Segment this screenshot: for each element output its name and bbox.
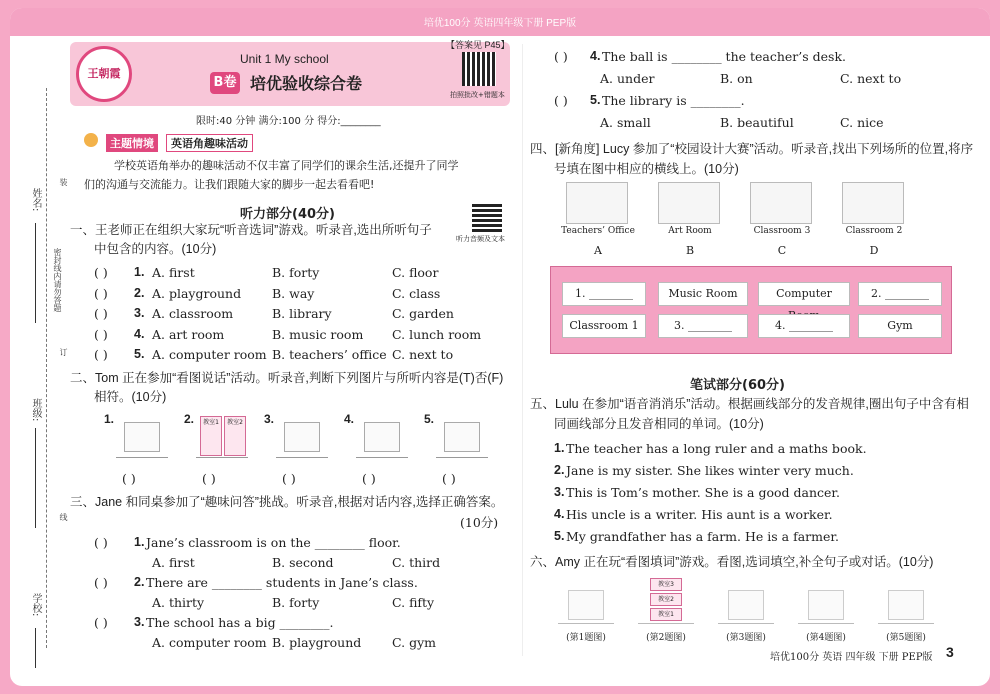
paper-badge: B卷 <box>210 72 240 94</box>
sentence-number: 4. <box>554 507 565 521</box>
illustration <box>444 422 480 452</box>
s2-instruction-1: 二、Tom 正在参加“看图说话”活动。听录音,判断下列图片与所听内容是(T)否(F) <box>70 371 504 385</box>
illustration <box>728 590 764 620</box>
answer-paren[interactable]: ( ) <box>442 471 456 486</box>
option-b[interactable]: B. forty <box>272 265 320 280</box>
question-number: 5. <box>134 347 145 361</box>
answer-paren[interactable]: ( ) <box>94 535 108 550</box>
theme-topic: 英语角趣味活动 <box>166 134 253 152</box>
qr-code-icon[interactable] <box>462 52 496 86</box>
answer-paren[interactable]: ( ) <box>554 49 568 64</box>
option-b[interactable]: B. library <box>272 306 332 321</box>
scene-picture-2 <box>638 576 694 624</box>
column-divider <box>522 44 523 656</box>
option-c[interactable]: C. nice <box>840 115 884 130</box>
question-number: 2. <box>134 575 145 589</box>
place-caption: Art Room <box>668 226 712 236</box>
seal-dashed-line <box>46 88 47 648</box>
picture-number: 2. <box>184 412 195 426</box>
s1-instruction-1: 一、王老师正在组织大家玩“听音选词”游戏。听录音,选出所听句子 <box>70 223 432 237</box>
sentence[interactable]: Jane is my sister. She likes winter very much. <box>566 463 854 478</box>
school-map <box>550 266 952 354</box>
s6-instruction: 六、Amy 正在玩“看图填词”游戏。看图,选词填空,补全句子或对话。(10分) <box>530 555 934 569</box>
option-c[interactable]: C. floor <box>392 265 439 280</box>
theme-tag: 主题情境 <box>106 134 158 152</box>
illustration <box>124 422 160 452</box>
floor-label: 教室3 <box>650 578 682 591</box>
s2-instruction-2: 相符。(10分) <box>94 390 167 404</box>
sentence[interactable]: This is Tom’s mother. She is a good dancer. <box>566 485 840 500</box>
question-number: 1. <box>134 265 145 279</box>
intro-line-1: 学校英语角举办的趣味活动不仅丰富了同学们的课余生活,还提升了同学 <box>114 159 459 172</box>
question-text: Jane’s classroom is on the ________ floor. <box>146 535 401 550</box>
s1-instruction-2: 中包含的内容。(10分) <box>94 242 217 256</box>
answer-paren[interactable]: ( ) <box>94 285 108 301</box>
class-line <box>35 428 36 528</box>
option-b[interactable]: B. on <box>720 71 753 86</box>
place-picture <box>658 182 720 224</box>
map-cell[interactable]: 3. ________ <box>658 314 748 338</box>
intro-line-2: 们的沟通与交流能力。让我们跟随大家的脚步一起去看看吧! <box>84 178 375 191</box>
question-text: The school has a big ________. <box>146 615 334 630</box>
exam-meta: 限时:40 分钟 满分:100 分 得分:________ <box>196 116 381 127</box>
scene-picture-5 <box>878 576 934 624</box>
option-b[interactable]: B. way <box>272 285 315 301</box>
picture-number: 4. <box>344 412 355 426</box>
top-band: 培优100分 英语四年级下册 PEP版 <box>10 8 990 36</box>
map-cell: Classroom 1 <box>562 314 646 338</box>
answer-paren[interactable]: ( ) <box>202 471 216 486</box>
question-number: 4. <box>590 49 601 63</box>
page-number: 3 <box>946 644 954 660</box>
picture-1 <box>116 412 168 458</box>
seal-mark-3: 线 <box>59 513 68 521</box>
option-b[interactable]: B. forty <box>272 595 320 610</box>
picture-4 <box>356 412 408 458</box>
sentence[interactable]: His uncle is a writer. His aunt is a worker. <box>566 507 833 522</box>
answer-paren[interactable]: ( ) <box>554 93 568 108</box>
scene-caption: (第2题图) <box>646 633 686 643</box>
sentence-number: 5. <box>554 529 565 543</box>
option-a[interactable]: A. classroom <box>152 306 234 321</box>
school-line <box>35 628 36 668</box>
answer-paren[interactable]: ( ) <box>94 347 108 362</box>
place-caption: Classroom 2 <box>845 226 903 236</box>
option-c[interactable]: C. garden <box>392 306 454 321</box>
picture-number: 3. <box>264 412 275 426</box>
option-b[interactable]: B. playground <box>272 635 362 650</box>
scene-picture-3 <box>718 576 774 624</box>
question-text: The library is ________. <box>602 93 745 108</box>
option-c[interactable]: C. fifty <box>392 595 435 610</box>
option-c[interactable]: C. next to <box>392 347 454 362</box>
sentence[interactable]: My grandfather has a farm. He is a farmer. <box>566 529 839 544</box>
sentence-number: 2. <box>554 463 565 477</box>
option-c[interactable]: C. lunch room <box>392 326 482 342</box>
answer-paren[interactable]: ( ) <box>362 471 376 486</box>
question-number: 1. <box>134 535 145 549</box>
scene-caption: (第3题图) <box>726 633 766 643</box>
question-text: There are ________ students in Jane’s class. <box>146 575 418 590</box>
name-field-label: 姓名: <box>30 188 41 212</box>
sentence[interactable]: The teacher has a long ruler and a maths book. <box>566 441 867 456</box>
place-picture <box>750 182 812 224</box>
question-number: 2. <box>134 285 145 300</box>
seal-mark-1: 装 <box>59 178 68 186</box>
paper-title: 培优验收综合卷 <box>250 74 363 93</box>
option-a[interactable]: A. first <box>152 555 195 570</box>
option-a[interactable]: A. first <box>152 265 195 280</box>
place-letter: D <box>869 244 879 257</box>
place-picture <box>566 182 628 224</box>
audio-qr-caption: 听力音频及文本 <box>456 235 505 243</box>
answer-paren[interactable]: ( ) <box>94 265 108 280</box>
option-a[interactable]: A. under <box>600 71 655 86</box>
question-number: 3. <box>134 615 145 629</box>
floor-label: 教室2 <box>650 593 682 606</box>
option-a[interactable]: A. small <box>600 115 651 130</box>
qr-caption: 拍照批改+错题本 <box>450 91 505 99</box>
option-b[interactable]: B. second <box>272 555 334 570</box>
illustration <box>364 422 400 452</box>
illustration <box>568 590 604 620</box>
seal-notice: 密封线内请勿答题 <box>53 248 62 312</box>
option-c[interactable]: C. next to <box>840 71 902 86</box>
class-field-label: 班级: <box>30 398 41 422</box>
answer-paren[interactable]: ( ) <box>94 326 108 342</box>
sentence-number: 1. <box>554 441 565 455</box>
scene-caption: (第4题图) <box>806 633 846 643</box>
scene-picture-4 <box>798 576 854 624</box>
option-a[interactable]: A. thirty <box>152 595 205 610</box>
place-letter: B <box>685 244 695 257</box>
answer-paren[interactable]: ( ) <box>94 575 108 590</box>
exam-page <box>10 8 990 686</box>
place-letter: C <box>777 244 787 257</box>
mascot-icon <box>84 133 98 147</box>
scene-picture-1 <box>558 576 614 624</box>
map-cell: Gym <box>858 314 942 338</box>
answer-paren[interactable]: ( ) <box>94 615 108 630</box>
option-a[interactable]: A. computer room <box>152 347 267 362</box>
s3-instruction: 三、Jane 和同桌参加了“趣味问答”挑战。听录音,根据对话内容,选择正确答案。 <box>70 495 504 509</box>
answer-paren[interactable]: ( ) <box>94 306 108 321</box>
map-cell[interactable]: 2. ________ <box>858 282 942 306</box>
map-cell[interactable]: 4. ________ <box>758 314 850 338</box>
option-a[interactable]: A. playground <box>152 285 242 301</box>
scene-caption: (第5题图) <box>886 633 926 643</box>
door-2: 教室2 <box>224 416 246 456</box>
school-field-label: 学校: <box>30 593 41 617</box>
option-c[interactable]: C. third <box>392 555 441 570</box>
map-cell[interactable]: 1. ________ <box>562 282 646 306</box>
illustration <box>888 590 924 620</box>
listening-title: 听力部分(40分) <box>240 207 335 222</box>
option-c[interactable]: C. gym <box>392 635 436 650</box>
question-number: 5. <box>590 93 601 107</box>
picture-number: 1. <box>104 412 115 426</box>
option-a[interactable]: A. art room <box>152 326 225 342</box>
floor-label: 教室1 <box>650 608 682 621</box>
illustration <box>808 590 844 620</box>
name-line <box>35 223 36 323</box>
place-picture <box>842 182 904 224</box>
question-number: 4. <box>134 326 145 341</box>
option-a[interactable]: A. computer room <box>152 635 267 650</box>
answer-reference: 【答案见 P45】 <box>446 40 510 50</box>
door-1: 教室1 <box>200 416 222 456</box>
question-text: The ball is ________ the teacher’s desk. <box>602 49 847 64</box>
s4-instruction-1: 四、[新角度] Lucy 参加了“校园设计大赛”活动。听录音,找出下列场所的位置,将序 <box>530 142 974 156</box>
picture-3 <box>276 412 328 458</box>
map-cell: Computer <box>758 282 850 306</box>
option-b[interactable]: B. teachers’ office <box>272 347 387 362</box>
option-b[interactable]: B. beautiful <box>720 115 794 130</box>
answer-paren[interactable]: ( ) <box>282 471 296 486</box>
question-number: 3. <box>134 306 145 320</box>
footer-text: 培优100分 英语 四年级 下册 PEP版 <box>770 652 933 663</box>
illustration <box>284 422 320 452</box>
scene-caption: (第1题图) <box>566 633 606 643</box>
option-c[interactable]: C. class <box>392 285 441 301</box>
answer-paren[interactable]: ( ) <box>122 471 136 486</box>
s4-instruction-2: 号填在图中相应的横线上。(10分) <box>554 162 739 176</box>
sentence-number: 3. <box>554 485 565 499</box>
option-b[interactable]: B. music room <box>272 326 364 342</box>
picture-2 <box>196 412 248 458</box>
place-letter: A <box>594 244 602 257</box>
unit-title: Unit 1 My school <box>240 52 329 66</box>
audio-qr-icon[interactable] <box>472 202 502 232</box>
s5-instruction-2: 同画线部分且发音相同的单词。(10分) <box>554 417 764 431</box>
place-caption: Classroom 3 <box>753 226 811 236</box>
brand-logo: 王朝霞 <box>76 46 132 102</box>
picture-5 <box>436 412 488 458</box>
place-caption: Teachers’ Office <box>561 226 635 236</box>
picture-number: 5. <box>424 412 435 426</box>
s5-instruction-1: 五、Lulu 在参加“语音消消乐”活动。根据画线部分的发音规律,圈出句子中含有相 <box>530 397 969 411</box>
writing-title: 笔试部分(60分) <box>690 378 785 393</box>
seal-mark-2: 订 <box>59 348 68 356</box>
s3-score: (10分) <box>460 515 499 530</box>
map-cell: Music Room <box>658 282 748 306</box>
